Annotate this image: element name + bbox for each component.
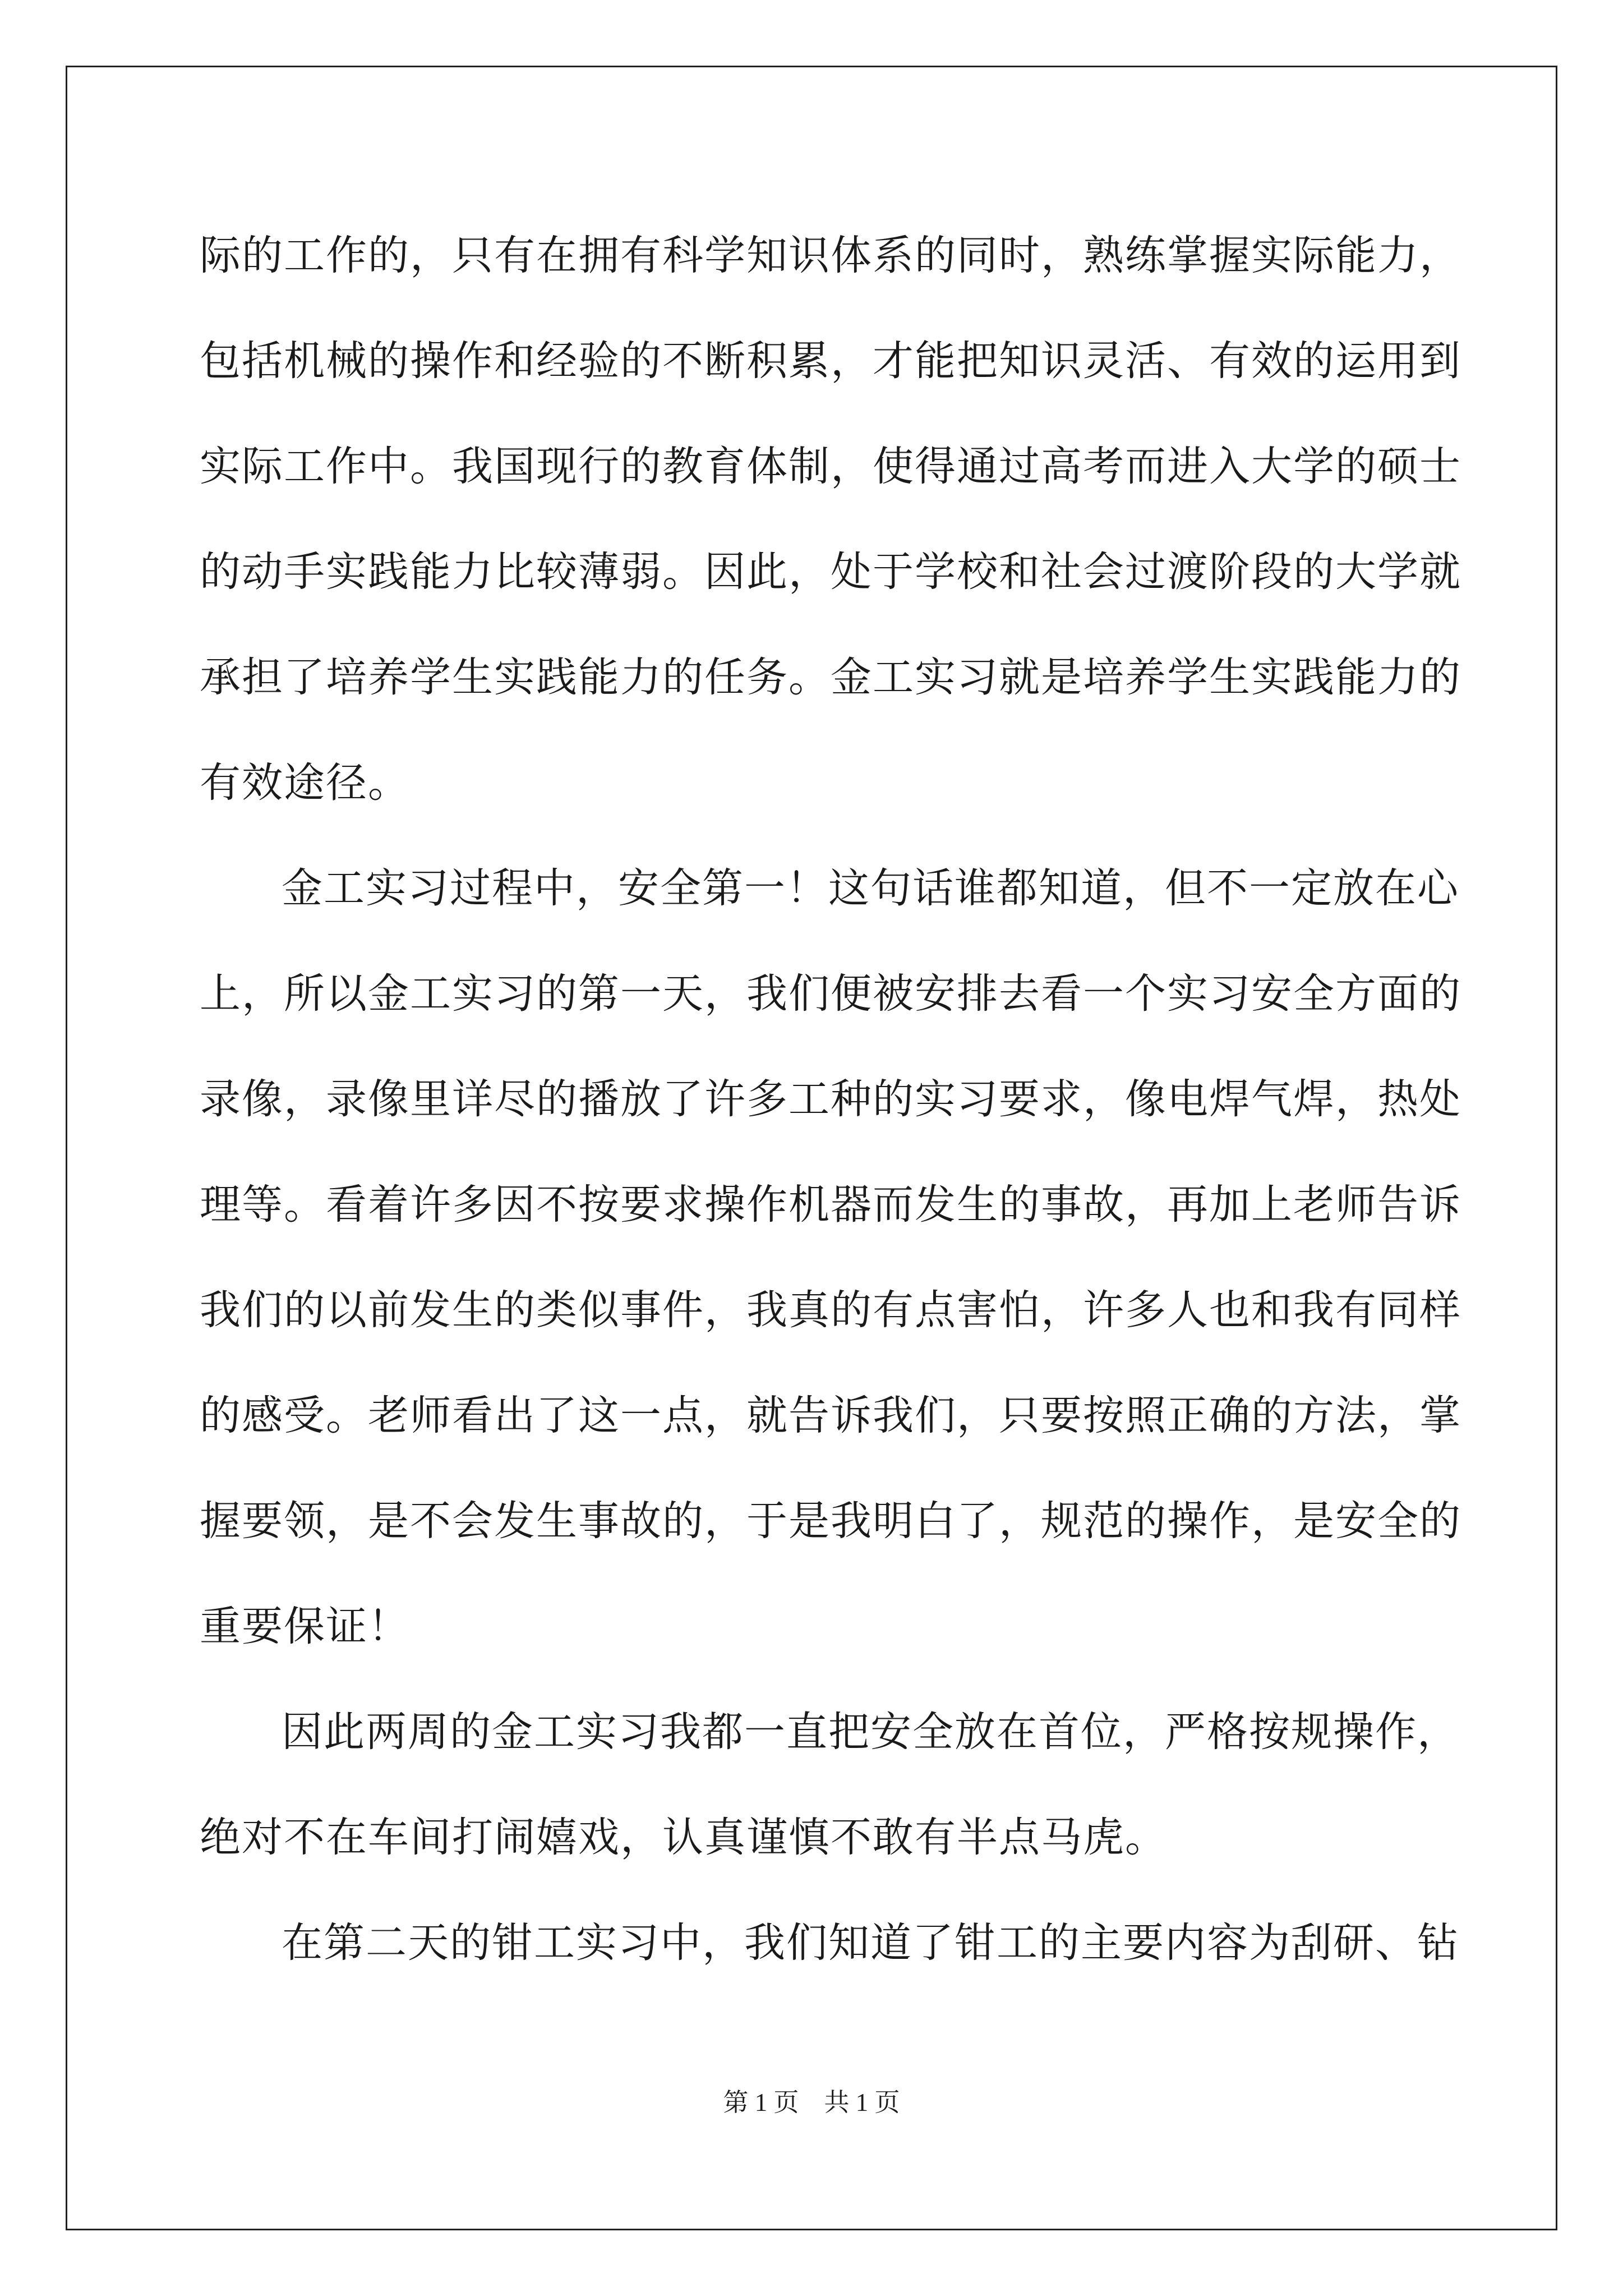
- paragraph-first-line: 在第二天的钳工实习中，我们知道了钳工的主要内容为刮研、钻: [282, 1919, 1459, 1967]
- text-line: 承担了培养学生实践能力的任务。金工实习就是培养学生实践能力的: [200, 654, 1461, 701]
- text-line: 理等。看着许多因不按要求操作机器而发生的事故，再加上老师告诉: [200, 1181, 1461, 1228]
- document-body: [200, 203, 1461, 1996]
- text-line: 重要保证！: [200, 1603, 410, 1650]
- text-line: 的动手实践能力比较薄弱。因此，处于学校和社会过渡阶段的大学就: [200, 548, 1461, 596]
- text-line: 实际工作中。我国现行的教育体制，使得通过高考而进入大学的硕士: [200, 443, 1461, 490]
- text-line: 录像，录像里详尽的播放了许多工种的实习要求，像电焊气焊，热处: [200, 1075, 1461, 1123]
- text-line: 上，所以金工实习的第一天，我们便被安排去看一个实习安全方面的: [200, 970, 1461, 1018]
- text-line: 绝对不在车间打闹嬉戏，认真谨慎不敢有半点马虎。: [200, 1814, 1167, 1861]
- paragraph-first-line: 金工实习过程中，安全第一！这句话谁都知道，但不一定放在心: [282, 864, 1459, 912]
- text-line: 我们的以前发生的类似事件，我真的有点害怕，许多人也和我有同样: [200, 1286, 1461, 1334]
- page-footer: 第 1 页 共 1 页: [723, 2088, 900, 2116]
- text-line: 包括机械的操作和经验的不断积累，才能把知识灵活、有效的运用到: [200, 337, 1461, 385]
- paragraph-first-line: 因此两周的金工实习我都一直把安全放在首位，严格按规操作，: [282, 1708, 1459, 1756]
- text-line: 的感受。老师看出了这一点，就告诉我们，只要按照正确的方法，掌: [200, 1392, 1461, 1439]
- text-line: 握要领，是不会发生事故的，于是我明白了，规范的操作，是安全的: [200, 1497, 1461, 1545]
- text-line: 有效途径。: [200, 759, 410, 807]
- text-line: 际的工作的，只有在拥有科学知识体系的同时，熟练掌握实际能力，: [200, 232, 1461, 279]
